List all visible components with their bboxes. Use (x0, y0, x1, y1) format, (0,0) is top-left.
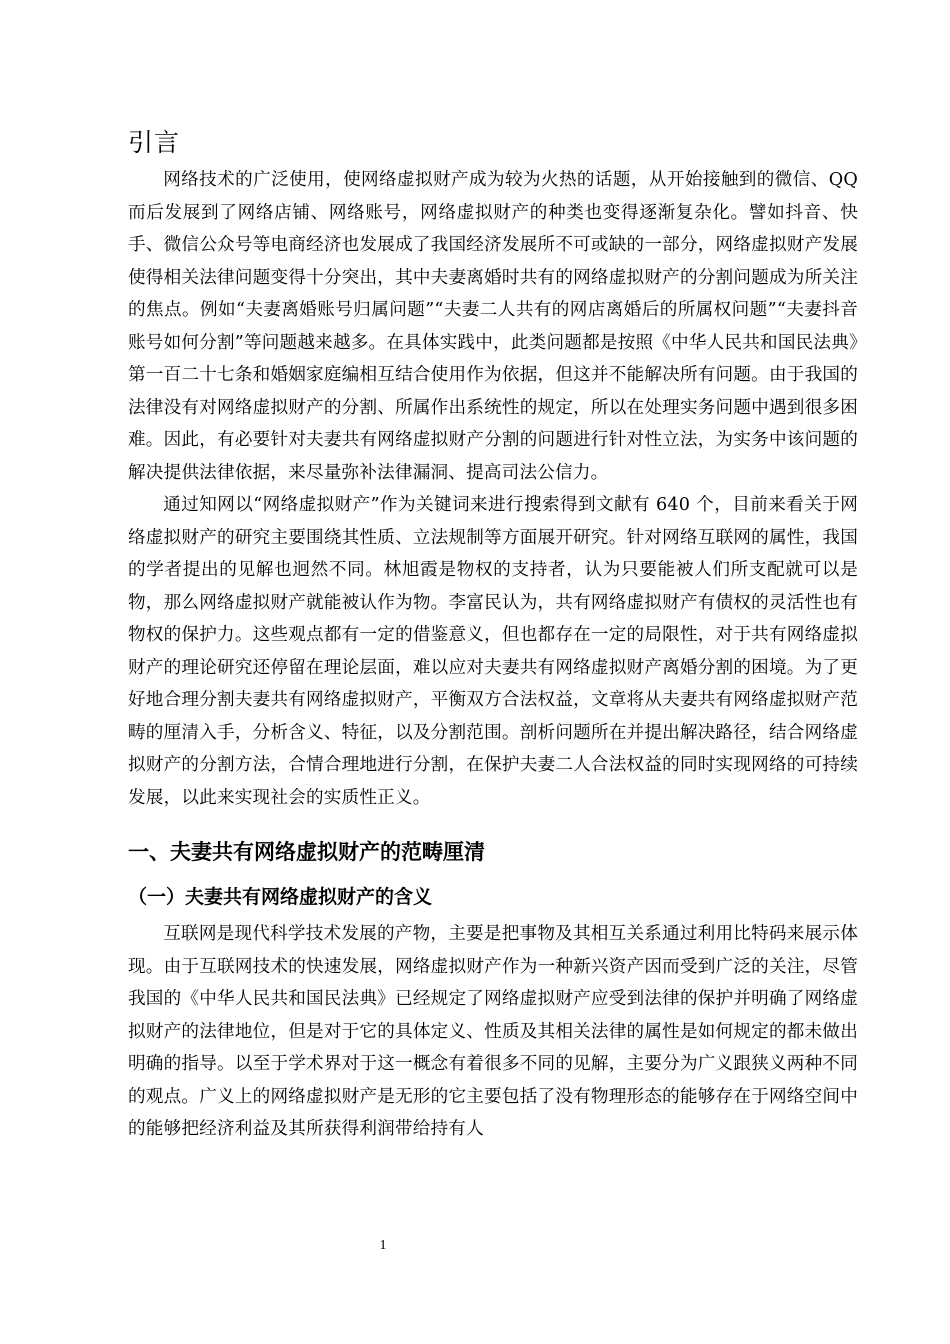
section-1-1-heading: （一）夫妻共有网络虚拟财产的含义 (128, 886, 433, 908)
intro-heading: 引言 (128, 128, 181, 157)
section-1-heading: 一、夫妻共有网络虚拟财产的范畴厘清 (128, 840, 485, 864)
intro-paragraph-2: 通过知网以“网络虚拟财产”作为关键词来进行搜索得到文献有 640 个，目前来看关于网络虚拟财产的研究主要围绕其性质、立法规制等方面展开研究。针对网络互联网的属性，我国的学者提出的见解也迥然不同。林旭霞是物权的支持者，认为只要能被人们所支配就可以是物，那么网络虚拟财产就能被认作为物。李富民认为，共有网络虚拟财产有债权的灵活性也有物权的保护力。这些观点都有一定的借鉴意义，但也都存在一定的局限性，对于共有网络虚拟财产的理论研究还停留在理论层面，难以应对夫妻共有网络虚拟财产离婚分割的困境。为了更好地合理分割夫妻共有网络虚拟财产，平衡双方合法权益，文章将从夫妻共有网络虚拟财产范畴的厘清入手，分析含义、特征，以及分割范围。剖析问题所在并提出解决路径，结合网络虚拟财产的分割方法，合情合理地进行分割，在保护夫妻二人合法权益的同时实现网络的可持续发展，以此来实现社会的实质性正义。 (128, 495, 858, 808)
page-content (128, 124, 858, 1146)
section-1-1-paragraph: 互联网是现代科学技术发展的产物，主要是把事物及其相互关系通过利用比特码来展示体现。由于互联网技术的快速发展，网络虚拟财产作为一种新兴资产因而受到广泛的关注，尽管我国的《中华人民共和国民法典》已经规定了网络虚拟财产应受到法律的保护并明确了网络虚拟财产的法律地位，但是对于它的具体定义、性质及其相关法律的属性是如何规定的都未做出明确的指导。以至于学术界对于这一概念有着很多不同的见解，主要分为广义跟狭义两种不同的观点。广义上的网络虚拟财产是无形的它主要包括了没有物理形态的能够存在于网络空间中的能够把经济利益及其所获得利润带给持有人 (128, 924, 858, 1139)
page-number: 1 (379, 1238, 387, 1253)
intro-paragraph-1: 网络技术的广泛使用，使网络虚拟财产成为较为火热的话题，从开始接触到的微信、QQ 而后发展到了网络店铺、网络账号，网络虚拟财产的种类也变得逐渐复杂化。譬如抖音、快手、微信公众号等电商经济也发展成了我国经济发展所不可或缺的一部分，网络虚拟财产发展使得相关法律问题变得十分突出，其中夫妻离婚时共有的网络虚拟财产的分割问题成为所关注的焦点。例如“夫妻离婚账号归属问题”“夫妻二人共有的网店离婚后的所属权问题”“夫妻抖音账号如何分割”等问题越来越多。在具体实践中，此类问题都是按照《中华人民共和国民法典》第一百二十七条和婚姻家庭编相互结合使用作为依据，但这并不能解决所有问题。由于我国的法律没有对网络虚拟财产的分割、所属作出系统性的规定，所以在处理实务问题中遇到很多困难。因此，有必要针对夫妻共有网络虚拟财产分割的问题进行针对性立法，为实务中该问题的解决提供法律依据，来尽量弥补法律漏洞、提高司法公信力。 (128, 170, 858, 483)
